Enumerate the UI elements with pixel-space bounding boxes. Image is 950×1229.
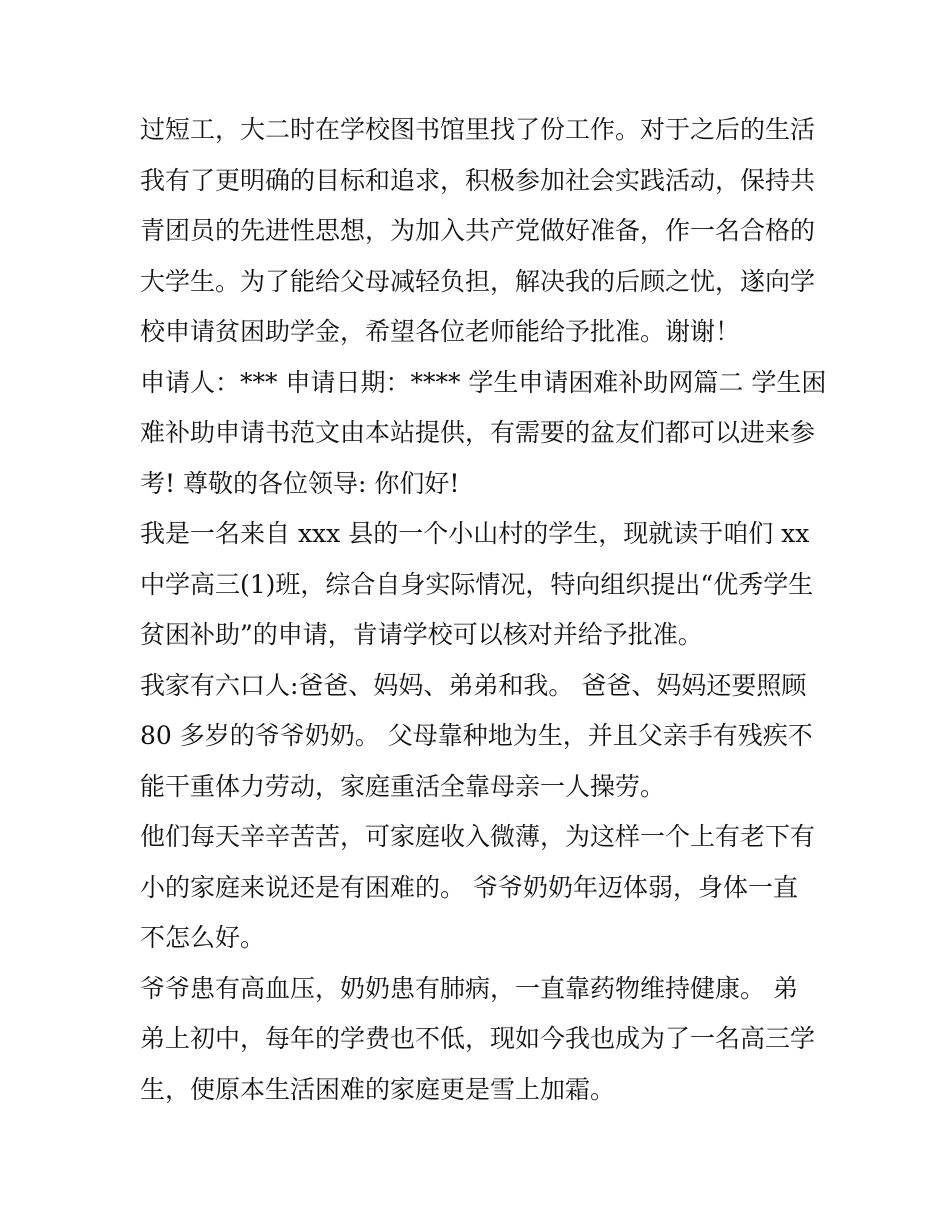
text-line: 校申请贫困助学金，希望各位老师能给予批准。谢谢！ xyxy=(140,317,741,346)
text-line: 生，使原本生活困难的家庭更是雪上加霜。 xyxy=(140,1074,616,1104)
text-line: 他们每天辛辛苦苦，可家庭收入微薄，为这样一个上有老下有 xyxy=(140,822,816,851)
text-line: 考! 尊敬的各位领导: 你们好! xyxy=(140,468,460,498)
text-line: 大学生。为了能给父母减轻负担，解决我的后顾之忧，遂向学 xyxy=(140,266,816,296)
text-line: 能干重体力劳动，家庭重活全靠母亲一人操劳。 xyxy=(140,771,666,801)
body-text xyxy=(140,105,830,1115)
text-line: 难补助申请书范文由本站提供，有需要的盆友们都可以进来参 xyxy=(140,418,816,447)
text-line: 我家有六口人:爸爸、妈妈、弟弟和我。 爸爸、妈妈还要照顾 xyxy=(140,670,807,700)
text-line: 中学高三(1)班，综合自身实际情况，特向组织提出“优秀学生 xyxy=(140,569,814,599)
text-line: 申请人：*** 申请日期：**** 学生申请困难补助网篇二 学生困 xyxy=(140,367,827,397)
text-line: 贫困补助”的申请，肯请学校可以核对并给予批准。 xyxy=(140,620,703,649)
text-line: 爷爷患有高血压，奶奶患有肺病，一直靠药物维持健康。 弟 xyxy=(140,973,798,1003)
text-line: 我有了更明确的目标和追求，积极参加社会实践活动，保持共 xyxy=(140,165,816,195)
text-line: 过短工，大二时在学校图书馆里找了份工作。对于之后的生活 xyxy=(140,115,816,144)
text-line: 不怎么好。 xyxy=(140,923,266,952)
text-line: 青团员的先进性思想，为加入共产党做好准备，作一名合格的 xyxy=(140,216,816,245)
text-line: 我是一名来自 xxx 县的一个小山村的学生，现就读于咱们 xx xyxy=(140,519,810,548)
text-line: 80 多岁的爷爷奶奶。 父母靠种地为生，并且父亲手有残疾不 xyxy=(140,721,813,750)
text-line: 弟上初中，每年的学费也不低，现如今我也成为了一名高三学 xyxy=(140,1024,816,1053)
text-line: 小的家庭来说还是有困难的。 爷爷奶奶年迈体弱，身体一直 xyxy=(140,872,798,902)
